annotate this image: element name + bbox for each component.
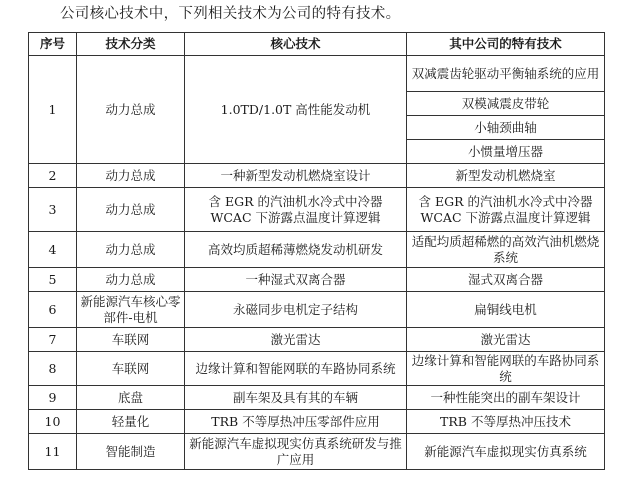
cell-core-tech: 一种湿式双离合器	[185, 268, 407, 292]
cell-core-tech: 含 EGR 的汽油机水冷式中冷器 WCAC 下游露点温度计算逻辑	[185, 188, 407, 232]
cell-specific-tech: 小惯量增压器	[407, 140, 605, 164]
cell-core-tech: 永磁同步电机定子结构	[185, 292, 407, 328]
cell-category: 轻量化	[77, 410, 185, 434]
cell-no: 8	[29, 352, 77, 386]
cell-core-tech: 一种新型发动机燃烧室设计	[185, 164, 407, 188]
table-row	[29, 268, 605, 292]
cell-core-tech: 边缘计算和智能网联的车路协同系统	[185, 352, 407, 386]
table-row	[29, 56, 605, 92]
cell-specific-tech: 新型发动机燃烧室	[407, 164, 605, 188]
cell-specific-tech: 双模减震皮带轮	[407, 92, 605, 116]
cell-no: 6	[29, 292, 77, 328]
cell-no: 11	[29, 434, 77, 470]
cell-specific-tech: 小轴颈曲轴	[407, 116, 605, 140]
cell-specific-tech: 新能源汽车虚拟现实仿真系统	[407, 434, 605, 470]
table-row	[29, 292, 605, 328]
table-row	[29, 352, 605, 386]
cell-category: 智能制造	[77, 434, 185, 470]
table-row	[29, 434, 605, 470]
cell-no: 9	[29, 386, 77, 410]
cell-specific-tech: 扁铜线电机	[407, 292, 605, 328]
intro-text: 公司核心技术中，下列相关技术为公司的特有技术。	[60, 6, 401, 22]
cell-specific-tech: 含 EGR 的汽油机水冷式中冷器 WCAC 下游露点温度计算逻辑	[407, 188, 605, 232]
table-row	[29, 188, 605, 232]
cell-specific-tech: 边缘计算和智能网联的车路协同系统	[407, 352, 605, 386]
table-row	[29, 232, 605, 268]
header-core-tech: 核心技术	[185, 33, 407, 56]
cell-core-tech: TRB 不等厚热冲压零部件应用	[185, 410, 407, 434]
table-row	[29, 386, 605, 410]
cell-category: 新能源汽车核心零部件-电机	[77, 292, 185, 328]
core-technology-table	[28, 32, 605, 470]
header-no: 序号	[29, 33, 77, 56]
cell-category: 动力总成	[77, 268, 185, 292]
table-row	[29, 410, 605, 434]
cell-category: 动力总成	[77, 232, 185, 268]
cell-category: 动力总成	[77, 188, 185, 232]
table-row	[29, 164, 605, 188]
cell-no: 3	[29, 188, 77, 232]
cell-specific-tech: 双减震齿轮驱动平衡轴系统的应用	[407, 56, 605, 92]
cell-no: 5	[29, 268, 77, 292]
cell-core-tech: 高效均质超稀薄燃烧发动机研发	[185, 232, 407, 268]
header-category: 技术分类	[77, 33, 185, 56]
cell-category: 车联网	[77, 328, 185, 352]
cell-specific-tech: 适配均质超稀燃的高效汽油机燃烧系统	[407, 232, 605, 268]
cell-no: 1	[29, 56, 77, 164]
cell-no: 4	[29, 232, 77, 268]
cell-specific-tech: 一种性能突出的副车架设计	[407, 386, 605, 410]
cell-category: 动力总成	[77, 56, 185, 164]
cell-specific-tech: 激光雷达	[407, 328, 605, 352]
cell-no: 10	[29, 410, 77, 434]
cell-core-tech: 新能源汽车虚拟现实仿真系统研发与推广应用	[185, 434, 407, 470]
cell-core-tech: 激光雷达	[185, 328, 407, 352]
cell-category: 动力总成	[77, 164, 185, 188]
table-row	[29, 328, 605, 352]
cell-specific-tech: TRB 不等厚热冲压技术	[407, 410, 605, 434]
cell-core-tech: 1.0TD/1.0T 高性能发动机	[185, 56, 407, 164]
table-header-row	[29, 33, 605, 56]
cell-no: 2	[29, 164, 77, 188]
cell-core-tech: 副车架及具有其的车辆	[185, 386, 407, 410]
header-specific-tech: 其中公司的特有技术	[407, 33, 605, 56]
cell-no: 7	[29, 328, 77, 352]
cell-category: 底盘	[77, 386, 185, 410]
cell-specific-tech: 湿式双离合器	[407, 268, 605, 292]
cell-category: 车联网	[77, 352, 185, 386]
